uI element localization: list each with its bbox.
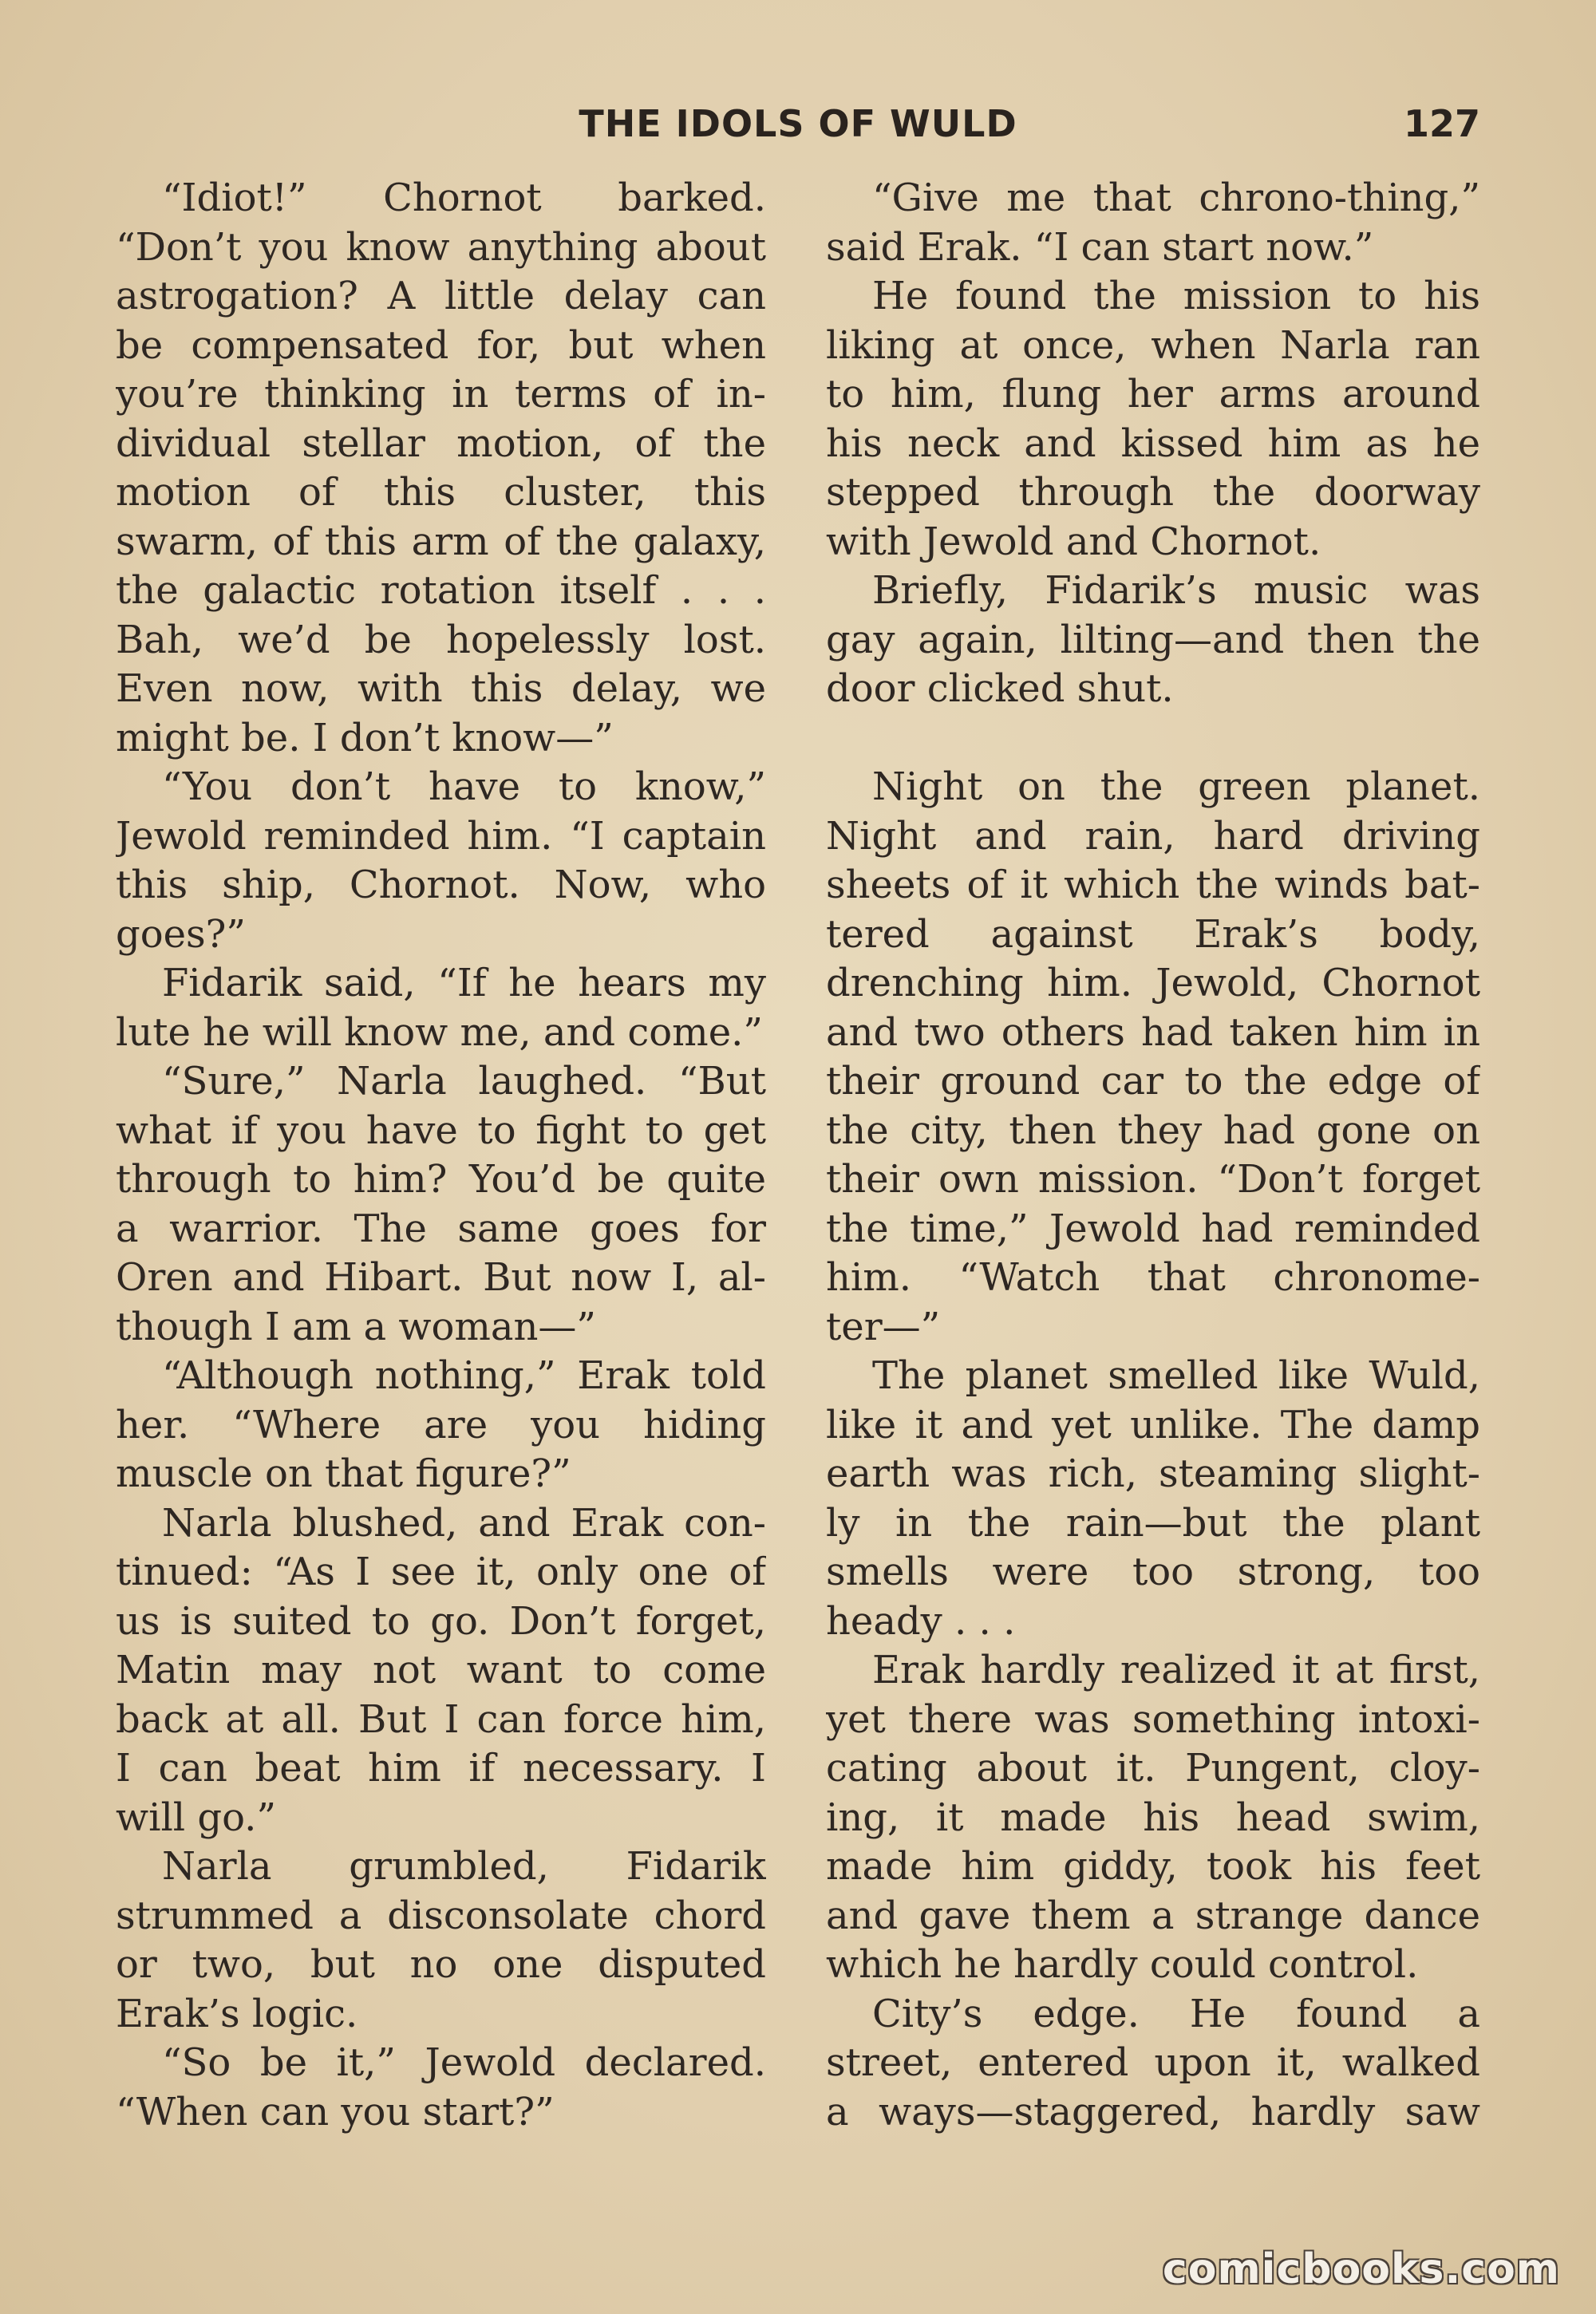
- text-line: tinued: “As I see it, only one of: [116, 1550, 766, 1594]
- text-line: will go.”: [116, 1795, 276, 1840]
- text-line: sheets of it which the winds bat-: [826, 863, 1480, 907]
- text-line: [826, 714, 1480, 764]
- text-line: Matin may not want to come: [116, 1648, 766, 1692]
- right-column: [826, 174, 1480, 2137]
- text-line: ing, it made his head swim,: [826, 1795, 1480, 1840]
- text-line: their own mission. “Don’t forget: [826, 1157, 1480, 1202]
- text-line: drenching him. Jewold, Chornot: [826, 961, 1480, 1005]
- text-line: through to him? You’d be quite: [116, 1157, 766, 1202]
- text-line: Fidarik said, “If he hears my: [162, 961, 766, 1005]
- text-line: “Don’t you know anything about: [116, 224, 766, 270]
- text-line: I can beat him if necessary. I: [116, 1746, 766, 1791]
- text-line: Bah, we’d be hopelessly lost.: [116, 617, 766, 662]
- text-line: heady . . .: [826, 1598, 1016, 1644]
- text-line: like it and yet unlike. The damp: [826, 1402, 1480, 1447]
- text-line: ly in the rain—but the plant: [826, 1500, 1480, 1546]
- text-line: “Sure,” Narla laughed. “But: [162, 1059, 766, 1104]
- text-line: us is suited to go. Don’t forget,: [116, 1598, 766, 1644]
- text-line: Narla grumbled, Fidarik: [162, 1844, 766, 1889]
- text-line: “You don’t have to know,”: [162, 764, 766, 809]
- text-line: goes?”: [116, 911, 246, 957]
- text-line: Erak’s logic.: [116, 1991, 358, 2036]
- text-line: strummed a disconsolate chord: [116, 1893, 766, 1938]
- text-line: motion of this cluster, this: [116, 470, 766, 515]
- text-line: dividual stellar motion, of the: [116, 421, 766, 466]
- text-line: though I am a woman—”: [116, 1304, 596, 1349]
- text-line: Night and rain, hard driving: [826, 813, 1480, 859]
- text-line: this ship, Chornot. Now, who: [116, 863, 766, 907]
- text-line: him. “Watch that chronome-: [826, 1255, 1480, 1300]
- text-line: Even now, with this delay, we: [116, 666, 766, 711]
- text-line: The planet smelled like Wuld,: [872, 1353, 1480, 1398]
- text-line: yet there was something intoxi-: [826, 1696, 1480, 1742]
- text-line: door clicked shut.: [826, 666, 1174, 711]
- text-line: He found the mission to his: [872, 274, 1480, 318]
- text-line: a warrior. The same goes for: [116, 1206, 766, 1251]
- text-line: Oren and Hibart. But now I, al-: [116, 1255, 766, 1300]
- text-line: street, entered upon it, walked: [826, 2040, 1480, 2085]
- text-line: astrogation? A little delay can: [116, 274, 766, 318]
- text-line: his neck and kissed him as he: [826, 421, 1480, 466]
- text-line: be compensated for, but when: [116, 322, 766, 368]
- text-line: a ways—staggered, hardly saw: [826, 2089, 1480, 2134]
- text-line: swarm, of this arm of the galaxy,: [116, 519, 766, 564]
- text-line: their ground car to the edge of: [826, 1059, 1480, 1104]
- text-line: back at all. But I can force him,: [116, 1696, 766, 1742]
- text-line: Briefly, Fidarik’s music was: [872, 568, 1480, 613]
- text-line: the time,” Jewold had reminded: [826, 1206, 1480, 1251]
- text-line: what if you have to fight to get: [116, 1108, 766, 1153]
- text-line: “Give me that chrono-thing,”: [872, 176, 1480, 220]
- text-line: muscle on that figure?”: [116, 1451, 571, 1496]
- text-line: which he hardly could control.: [826, 1942, 1419, 1987]
- text-line: liking at once, when Narla ran: [826, 322, 1480, 368]
- text-line: her. “Where are you hiding: [116, 1402, 766, 1447]
- text-line: and two others had taken him in: [826, 1009, 1480, 1055]
- text-line: the galactic rotation itself . . .: [116, 568, 766, 613]
- text-line: with Jewold and Chornot.: [826, 519, 1321, 564]
- text-line: Night on the green planet.: [872, 764, 1480, 809]
- text-line: you’re thinking in terms of in-: [116, 372, 766, 417]
- text-line: or two, but no one disputed: [116, 1942, 766, 1987]
- text-line: earth was rich, steaming slight-: [826, 1451, 1480, 1496]
- text-line: lute he will know me, and come.”: [116, 1009, 763, 1055]
- watermark-logo: comicbooks.com: [1162, 2245, 1560, 2293]
- page-header: [112, 102, 1484, 158]
- text-line: City’s edge. He found a: [872, 1991, 1480, 2036]
- text-line: tered against Erak’s body,: [826, 911, 1480, 957]
- text-line: gay again, lilting—and then the: [826, 617, 1480, 662]
- text-line: stepped through the doorway: [826, 470, 1480, 515]
- running-head: THE IDOLS OF WULD: [579, 102, 1017, 145]
- text-line: to him, flung her arms around: [826, 372, 1480, 417]
- text-line: made him giddy, took his feet: [826, 1844, 1480, 1889]
- text-line: said Erak. “I can start now.”: [826, 224, 1374, 270]
- text-line: might be. I don’t know—”: [116, 715, 614, 760]
- page-number: 127: [1403, 102, 1480, 145]
- text-line: ter—”: [826, 1304, 941, 1349]
- left-column: [116, 174, 766, 2137]
- text-line: “Idiot!” Chornot barked.: [162, 176, 766, 220]
- text-line: Narla blushed, and Erak con-: [162, 1500, 766, 1546]
- text-line: “So be it,” Jewold declared.: [162, 2040, 766, 2085]
- text-line: and gave them a strange dance: [826, 1893, 1480, 1938]
- text-line: Jewold reminded him. “I captain: [116, 813, 766, 859]
- text-line: smells were too strong, too: [826, 1550, 1480, 1594]
- text-line: the city, then they had gone on: [826, 1108, 1480, 1153]
- text-line: “Although nothing,” Erak told: [162, 1353, 766, 1398]
- text-line: “When can you start?”: [116, 2089, 555, 2134]
- text-line: cating about it. Pungent, cloy-: [826, 1746, 1480, 1791]
- text-line: Erak hardly realized it at first,: [872, 1648, 1480, 1692]
